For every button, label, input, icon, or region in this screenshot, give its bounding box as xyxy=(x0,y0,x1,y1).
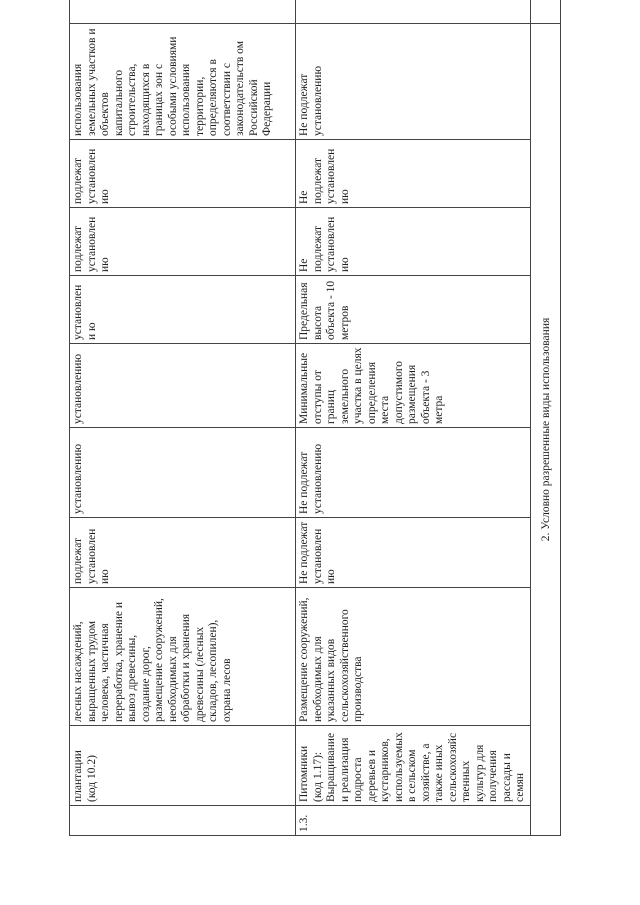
use-type-cell: Питомники (код 1.17): Выращивание и реализация подроста деревьев и кустарников, используемых в сельском хозяйстве, а также иных сельскохозяйс твенных культур для получения рассады и семян xyxy=(296,726,531,806)
blank-margin-cell xyxy=(296,0,531,24)
table-row xyxy=(70,0,296,836)
parameter-cell: Не подлежат установлен ию xyxy=(296,140,531,208)
parameter-cell: Минимальные отступы от границ земельного участка в целях определения места допустимого размещения объекта - 3 метра xyxy=(296,344,531,428)
blank-margin-cell xyxy=(530,0,560,24)
row-number-cell: 1.3. xyxy=(296,806,531,836)
parameter-cell: установлени ю xyxy=(70,276,296,344)
parameter-cell: Не подлежат установлению xyxy=(296,428,531,518)
section-heading-row xyxy=(530,0,560,836)
use-description-cell: лесных насаждений, выращенных трудом человека, частичная переработка, хранение и вывоз древесины, создание дорог, размещение сооружений, необходимых для обработки и хранения древесины (лесных складов, лесопилен), охрана лесов xyxy=(70,588,296,726)
restrictions-cell: Не подлежат установлению xyxy=(296,24,531,140)
parameter-cell: установлению xyxy=(70,344,296,428)
parameter-cell: подлежат установлен ию xyxy=(70,140,296,208)
rotated-document-page xyxy=(69,0,569,836)
parameter-cell: установлению xyxy=(70,428,296,518)
parameter-cell: Не подлежат установлен ию xyxy=(296,208,531,276)
section-heading: 2. Условно разрешенные виды использования xyxy=(530,24,560,836)
restrictions-cell: использования земельных участков и объектов капитального строительства, находящихся в границах зон с особыми условиями использования территории, определяются в соответствии с законодательств ом Российской Федерации xyxy=(70,24,296,140)
parameter-cell: подлежат установлен ию xyxy=(70,208,296,276)
land-use-regulations-table xyxy=(69,0,561,836)
parameter-cell: Предельная высота объекта - 10 метров xyxy=(296,276,531,344)
row-number-cell xyxy=(70,806,296,836)
table-row xyxy=(296,0,531,836)
blank-margin-cell xyxy=(70,0,296,24)
parameter-cell: Не подлежат установлен ию xyxy=(296,518,531,588)
use-description-cell: Размещение сооружений, необходимых для указанных видов сельскохозяйственного производства xyxy=(296,588,531,726)
use-type-cell: плантации (код 10.2) xyxy=(70,726,296,806)
parameter-cell: подлежат установлен ию xyxy=(70,518,296,588)
